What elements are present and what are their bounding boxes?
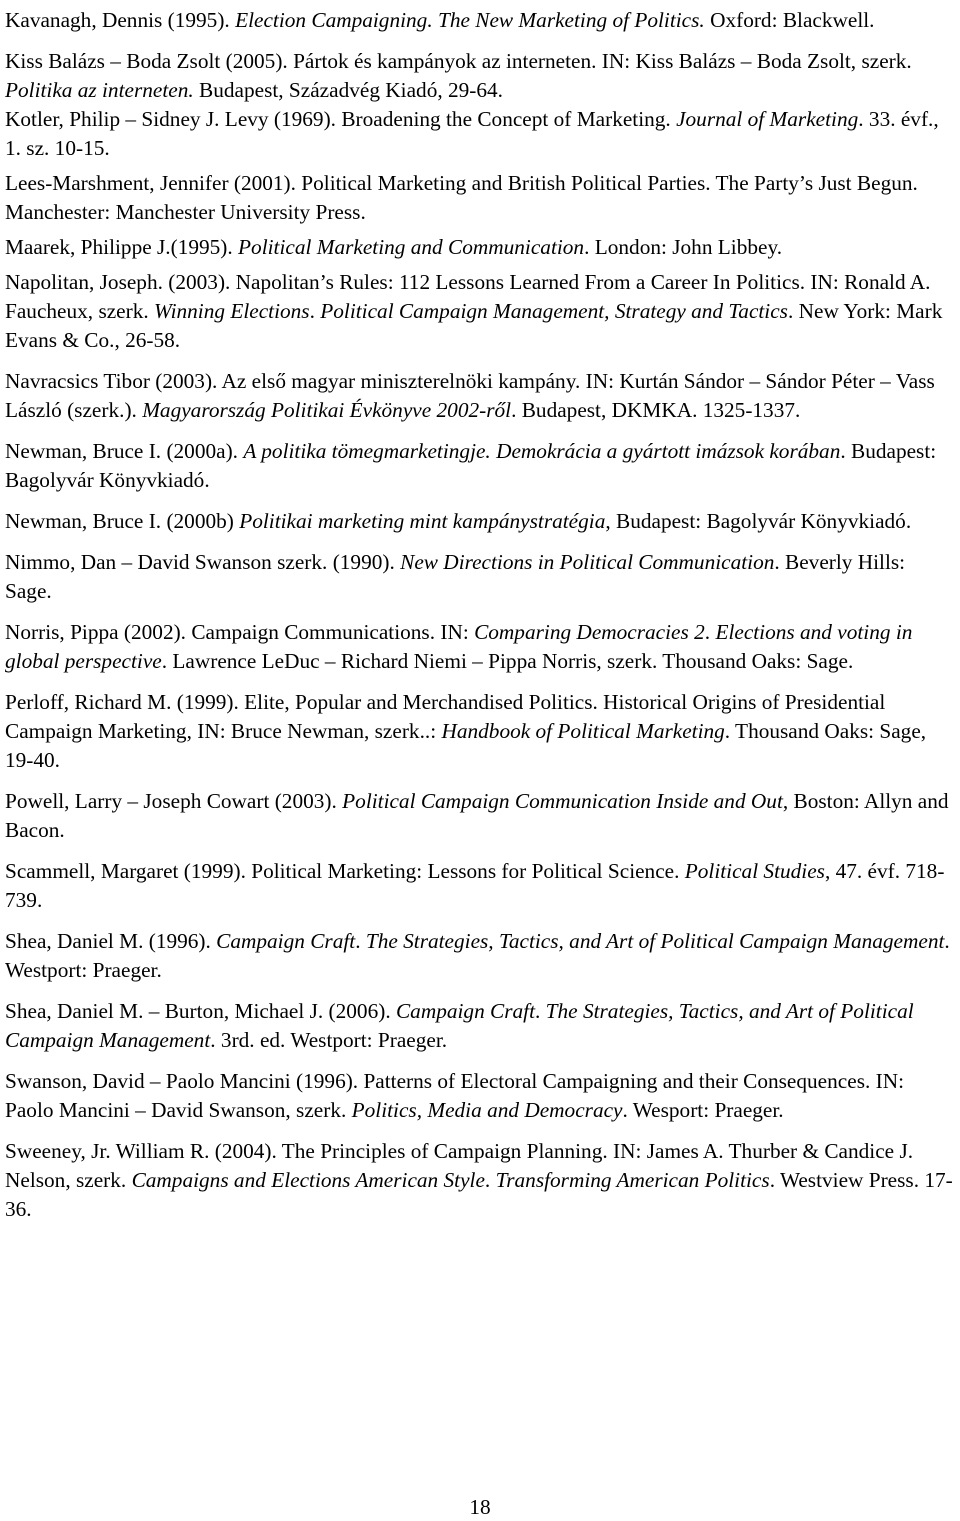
reference-entry <box>5 268 957 355</box>
reference-text: Swanson, David – Paolo Mancini (1996). Patterns of Electoral Campaigning and their Consequences. IN: Paolo Mancini – David Swanson, szerk. <box>5 1069 905 1122</box>
reference-text: Powell, Larry – Joseph Cowart (2003). <box>5 789 343 813</box>
reference-italic-text: Transforming American Politics <box>495 1168 770 1192</box>
reference-entry <box>5 1137 957 1224</box>
reference-entry <box>5 105 957 163</box>
reference-italic-text: Comparing Democracies 2 <box>474 620 705 644</box>
page-number: 18 <box>469 1495 491 1519</box>
reference-italic-text: Campaign Craft <box>395 999 536 1023</box>
reference-italic-text: Election Campaigning. The New Marketing of Politics. <box>235 8 705 32</box>
reference-entry <box>5 169 957 227</box>
reference-text: Shea, Daniel M. (1996). <box>5 929 217 953</box>
reference-text: . Wesport: Praeger. <box>622 1098 784 1122</box>
reference-text: , Boston: Allyn and Bacon. <box>5 789 949 842</box>
reference-text: . Westview Press. 17-36. <box>5 1168 953 1221</box>
reference-italic-text: Political Campaign Management, Strategy and Tactics <box>320 299 788 323</box>
reference-text: Kavanagh, Dennis (1995). <box>5 8 236 32</box>
reference-italic-text: The Strategies, Tactics, and Art of Political Campaign Management <box>5 999 914 1052</box>
reference-text: . <box>484 1168 496 1192</box>
reference-entry <box>5 367 957 425</box>
reference-italic-text: A politika tömegmarketingje. Demokrácia a gyártott imázsok korában <box>243 439 841 463</box>
reference-text: Newman, Bruce I. (2000b) <box>5 509 240 533</box>
reference-italic-text: Handbook of Political Marketing <box>441 719 725 743</box>
reference-italic-text: Politikai marketing mint kampánystratégia <box>239 509 606 533</box>
reference-entry <box>5 618 957 676</box>
reference-entry <box>5 47 957 105</box>
reference-text: Newman, Bruce I. (2000a). <box>5 439 244 463</box>
reference-italic-text: Political Campaign Communication Inside and Out <box>342 789 783 813</box>
reference-entry <box>5 6 957 35</box>
reference-text: . Beverly Hills: Sage. <box>5 550 906 603</box>
reference-italic-text: New Directions in Political Communication <box>400 550 775 574</box>
reference-italic-text: Political Studies <box>684 859 825 883</box>
reference-text: . Budapest: Bagolyvár Könyvkiadó. <box>5 439 937 492</box>
reference-text: . <box>704 620 716 644</box>
reference-text: Norris, Pippa (2002). Campaign Communications. IN: <box>5 620 475 644</box>
reference-text: Perloff, Richard M. (1999). Elite, Popular and Merchandised Politics. Historical Origins of Presidential Campaign Marketing, IN: Bruce Newman, szerk..: <box>5 690 886 743</box>
reference-text: . <box>535 999 546 1023</box>
reference-list <box>5 6 957 1236</box>
reference-text: Lees-Marshment, Jennifer (2001). Political Marketing and British Political Parties. The Party’s Just Begun. Manchester: Manchester University Press. <box>5 171 918 224</box>
reference-entry <box>5 507 957 536</box>
reference-text: Oxford: Blackwell. <box>704 8 875 32</box>
reference-text: . Lawrence LeDuc – Richard Niemi – Pippa Norris, szerk. Thousand Oaks: Sage. <box>161 649 854 673</box>
reference-text: , Budapest: Bagolyvár Könyvkiadó. <box>605 509 912 533</box>
reference-italic-text: Politics, Media and Democracy <box>351 1098 623 1122</box>
reference-text: Shea, Daniel M. – Burton, Michael J. (2006). <box>5 999 396 1023</box>
reference-entry <box>5 1067 957 1125</box>
reference-text: . Budapest, DKMKA. 1325-1337. <box>511 398 801 422</box>
reference-entry <box>5 688 957 775</box>
reference-italic-text: Magyarország Politikai Évkönyve 2002-ről <box>142 398 512 422</box>
reference-entry <box>5 857 957 915</box>
reference-italic-text: Campaign Craft <box>216 929 356 953</box>
reference-text: . New York: Mark Evans & Co., 26-58. <box>5 299 943 352</box>
reference-text: Nimmo, Dan – David Swanson szerk. (1990). <box>5 550 401 574</box>
reference-text: Sweeney, Jr. William R. (2004). The Principles of Campaign Planning. IN: James A. Thurber & Candice J. Nelson, szerk. <box>5 1139 914 1192</box>
reference-text: Navracsics Tibor (2003). Az első magyar miniszterelnöki kampány. IN: Kurtán Sándor – Sándor Péter – Vass László (szerk.). <box>5 369 935 422</box>
reference-italic-text: The Strategies, Tactics, and Art of Political Campaign Management <box>365 929 945 953</box>
reference-italic-text: Elections and voting in global perspective <box>5 620 913 673</box>
reference-text: Kiss Balázs – Boda Zsolt (2005). Pártok és kampányok az interneten. IN: Kiss Balázs – Boda Zsolt, szerk. <box>5 49 912 73</box>
reference-text: Napolitan, Joseph. (2003). Napolitan’s Rules: 112 Lessons Learned From a Career In Politics. IN: Ronald A. Faucheux, szerk. <box>5 270 931 323</box>
reference-text: . Westport: Praeger. <box>5 929 950 982</box>
reference-entry <box>5 548 957 606</box>
reference-entry <box>5 787 957 845</box>
reference-text: . <box>309 299 321 323</box>
reference-entry <box>5 233 957 262</box>
reference-entry <box>5 437 957 495</box>
reference-entry <box>5 927 957 985</box>
reference-text: Budapest, Századvég Kiadó, 29-64. <box>193 78 504 102</box>
reference-text: . 3rd. ed. Westport: Praeger. <box>210 1028 448 1052</box>
reference-text: . London: John Libbey. <box>584 235 783 259</box>
reference-text: . 33. évf., 1. sz. 10-15. <box>5 107 939 160</box>
reference-italic-text: Politika az interneten. <box>5 78 194 102</box>
reference-text: Maarek, Philippe J.(1995). <box>5 235 239 259</box>
reference-italic-text: Campaigns and Elections American Style <box>131 1168 485 1192</box>
reference-text: . Thousand Oaks: Sage, 19-40. <box>5 719 927 772</box>
reference-italic-text: Journal of Marketing <box>676 107 859 131</box>
reference-text: Scammell, Margaret (1999). Political Marketing: Lessons for Political Science. <box>5 859 685 883</box>
reference-entry <box>5 997 957 1055</box>
reference-italic-text: Winning Elections <box>154 299 310 323</box>
reference-italic-text: Political Marketing and Communication <box>238 235 585 259</box>
reference-text: Kotler, Philip – Sidney J. Levy (1969). Broadening the Concept of Marketing. <box>5 107 677 131</box>
reference-text: . <box>355 929 366 953</box>
reference-text: , 47. évf. 718-739. <box>5 859 945 912</box>
